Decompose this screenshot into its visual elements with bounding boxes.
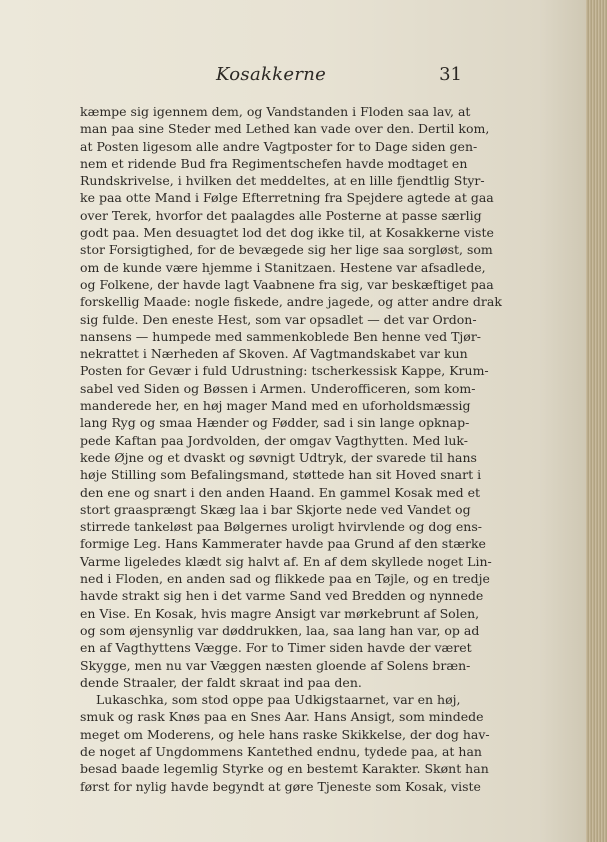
text-line: Posten for Gevær i fuld Udrustning: tscherkessisk Kappe, Krum- (80, 363, 489, 379)
text-line: nekrattet i Nærheden af Skoven. Af Vagtmandskabet var kun (80, 346, 468, 362)
text-line: om de kunde være hjemme i Stanitzaen. Hestene var afsadlede, (80, 259, 486, 275)
text-line: formige Leg. Hans Kammerater havde paa Grund af den stærke (80, 536, 486, 552)
text-line: nem et ridende Bud fra Regimentschefen havde modtaget en (80, 155, 468, 171)
text-line: en af Vagthyttens Vægge. For to Timer siden havde der været (80, 640, 472, 656)
text-line: først for nylig havde begyndt at gøre Tjeneste som Kosak, viste (80, 778, 481, 794)
text-line: sabel ved Siden og Bøssen i Armen. Underofficeren, som kom- (80, 380, 476, 396)
text-line: ke paa otte Mand i Følge Efterretning fra Spejdere agtede at gaa (80, 190, 494, 206)
text-line: stor Forsigtighed, for de bevægede sig her lige saa sorgløst, som (80, 242, 493, 258)
text-line: lang Ryg og smaa Hænder og Fødder, sad i sin lange opknap- (80, 415, 470, 431)
page-header (80, 64, 462, 94)
text-line: havde strakt sig hen i det varme Sand ved Bredden og nynnede (80, 588, 484, 604)
text-line: dende Straaler, der faldt skraat ind paa den. (80, 674, 362, 690)
text-line: smuk og rask Knøs paa en Snes Aar. Hans Ansigt, som mindede (80, 709, 484, 725)
running-title: Kosakkerne (216, 64, 327, 85)
text-line: høje Stilling som Befalingsmand, støttede han sit Hoved snart i (80, 467, 482, 483)
text-line: kede Øjne og et dvaskt og søvnigt Udtryk, der svarede til hans (80, 449, 477, 465)
text-line: forskellig Maade: nogle fiskede, andre jagede, og atter andre drak (80, 294, 502, 310)
text-line: nansens — humpede med sammenkoblede Ben henne ved Tjør- (80, 328, 482, 344)
text-line: ned i Floden, en anden sad og flikkede paa en Tøjle, og en tredje (80, 571, 490, 587)
text-line: Skygge, men nu var Væggen næsten gloende af Solens bræn- (80, 657, 471, 673)
text-line: stort graasprængt Skæg laa i bar Skjorte nede ved Vandet og (80, 501, 471, 517)
text-line: man paa sine Steder med Lethed kan vade over den. Dertil kom, (80, 121, 490, 137)
text-line: besad baade legemlig Styrke og en bestemt Karakter. Skønt han (80, 761, 489, 777)
text-line: at Posten ligesom alle andre Vagtposter for to Dage siden gen- (80, 138, 478, 154)
text-line: de noget af Ungdommens Kantethed endnu, tydede paa, at han (80, 743, 482, 759)
page-number: 31 (439, 64, 462, 85)
text-line: over Terek, hvorfor det paalagdes alle Posterne at passe særlig (80, 207, 482, 223)
text-line: Rundskrivelse, i hvilken det meddeltes, at en lille fjendtlig Styr- (80, 173, 485, 189)
text-line: manderede her, en høj mager Mand med en uforholdsmæssig (80, 398, 471, 414)
text-line: stirrede tankeløst paa Bølgernes uroligt hvirvlende og dog ens- (80, 519, 482, 535)
text-line: en Vise. En Kosak, hvis magre Ansigt var mørkebrunt af Solen, (80, 605, 480, 621)
text-line: pede Kaftan paa Jordvolden, der omgav Vagthytten. Med luk- (80, 432, 468, 448)
text-line: Varme ligeledes klædt sig halvt af. En af dem skyllede noget Lin- (80, 553, 492, 569)
book-binding-edge (586, 0, 607, 842)
text-line: og som øjensynlig var døddrukken, laa, saa lang han var, op ad (80, 622, 480, 638)
text-line: godt paa. Men desuagtet lod det dog ikke til, at Kosakkerne viste (80, 225, 494, 241)
text-line: og Folkene, der havde lagt Vaabnene fra sig, var beskæftiget paa (80, 276, 494, 292)
text-line: kæmpe sig igennem dem, og Vandstanden i Floden saa lav, at (80, 104, 471, 119)
body-text (80, 103, 502, 795)
text-line: meget om Moderens, og hele hans raske Skikkelse, der dog hav- (80, 726, 490, 742)
text-line: Lukaschka, som stod oppe paa Udkigstaarnet, var en høj, (96, 692, 461, 708)
text-line: den ene og snart i den anden Haand. En gammel Kosak med et (80, 484, 481, 500)
text-line: sig fulde. Den eneste Hest, som var opsadlet — det var Ordon- (80, 311, 477, 327)
